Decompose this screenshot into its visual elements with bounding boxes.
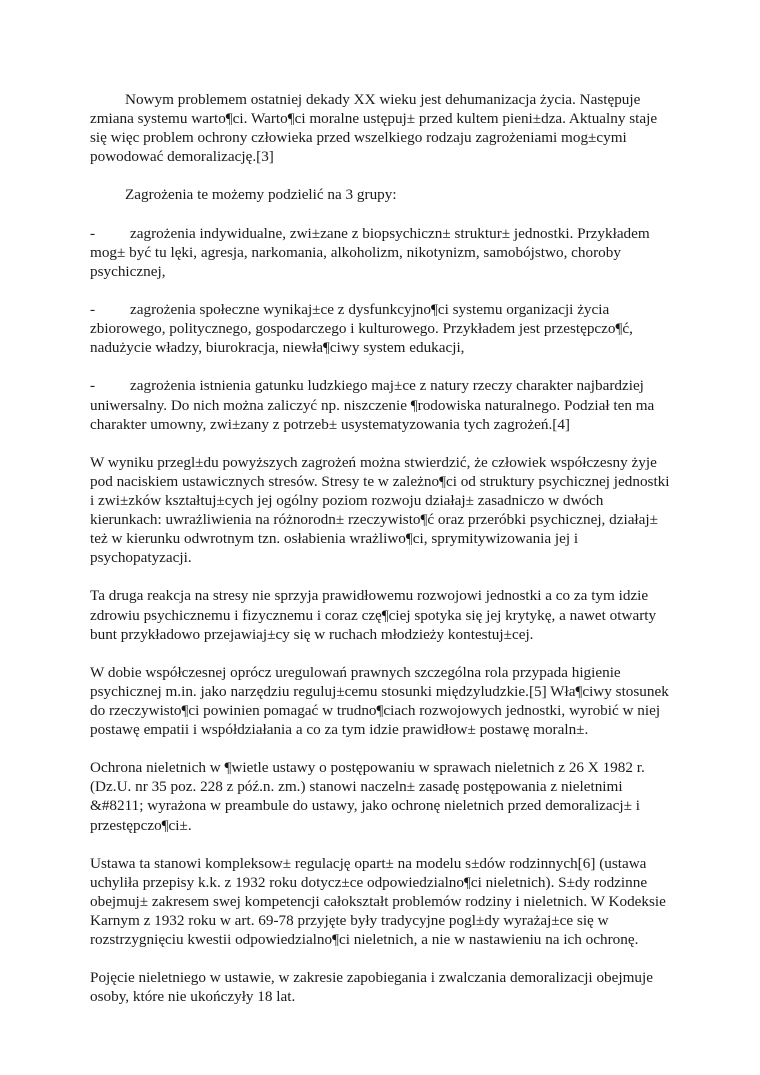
- paragraph-reaction: Ta druga reakcja na stresy nie sprzyja prawidłowemu rozwojowi jednostki a co za tym idzie zdrowiu psychicznemu i fizycznemu i coraz czę¶ciej spotyka się jej krytykę, a nawet otwarty bunt przykładowo przejawiaj±cy się w ruchach młodzieży kontestuj±cej.: [90, 587, 657, 643]
- list-item-text: zagrożenia istnienia gatunku ludzkiego maj±ce z natury rzeczy charakter najbardziej uniwersalny. Do nich można zaliczyć np. niszczenie ¶rodowiska naturalnego. Podział ten ma charakter umowny, zwi±zany z potrzeb± usystematyzowania tych zagrożeń.[4]: [90, 377, 655, 433]
- list-marker: -: [90, 301, 96, 319]
- paragraph-intro: Nowym problemem ostatniej dekady XX wieku jest dehumanizacja życia. Następuje zmiana systemu warto¶ci. Warto¶ci moralne ustępuj± przed kultem pieni±dza. Aktualny staje się więc problem ochrony człowieka przed wszelkiego rodzaju zagrożeniami mog±cymi powodować demoralizację.[3]: [90, 91, 658, 166]
- paragraph-groups-lead: Zagrożenia te możemy podzielić na 3 grupy:: [125, 186, 397, 204]
- paragraph-regulation: Ustawa ta stanowi kompleksow± regulację opart± na modelu s±dów rodzinnych[6] (ustawa uchyliła przepisy k.k. z 1932 roku dotycz±ce odpowiedzialno¶ci nieletnich). S±dy rodzinne obejmuj± zakresem swej kompetencji całokształt problemów rodziny i nieletnich. W Kodeksie Karnym z 1932 roku w art. 69-78 przyjęte były tradycyjne pogl±dy wyrażaj±ce się w rozstrzygnięciu kwestii odpowiedzialno¶ci nieletnich, a nie w nastawieniu na ich ochronę.: [90, 854, 666, 949]
- list-item-text: zagrożenia indywidualne, zwi±zane z biopsychiczn± struktur± jednostki. Przykładem mog± być tu lęki, agresja, narkomania, alkoholizm, nikotynizm, samobójstwo, choroby psychicznej,: [90, 224, 650, 280]
- paragraph-hygiene: W dobie współczesnej oprócz uregulowań prawnych szczególna rola przypada higienie psychicznej m.in. jako narzędziu reguluj±cemu stosunki międzyludzkie.[5] Wła¶ciwy stosunek do rzeczywisto¶ci powinien pomagać w trudno¶ciach rozwojowych jednostki, wyrobić w niej postawę empatii i współdziałania a co za tym idzie prawidłow± postawę moraln±.: [90, 663, 669, 739]
- paragraph-stress: W wyniku przegl±du powyższych zagrożeń można stwierdzić, że człowiek współczesny żyje pod naciskiem ustawicznych stresów. Stresy te w zależno¶ci od struktury psychicznej jednostki i zwi±zków kształtuj±cych jej ogólny poziom rozwoju działaj± zasadniczo w dwóch kierunkach: uwrażliwienia na różnorodn± rzeczywisto¶ć oraz przeróbki psychicznej, działaj± też w kierunku odwrotnym tzn. osłabienia wrażliwo¶ci, sprymitywizowania jej i psychopatyzacji.: [90, 453, 670, 567]
- paragraph-definition: Pojęcie nieletniego w ustawie, w zakresie zapobiegania i zwalczania demoralizacji obejmuje osoby, które nie ukończyły 18 lat.: [90, 969, 653, 1006]
- list-item-social: [90, 300, 675, 357]
- list-item-text: zagrożenia społeczne wynikaj±ce z dysfunkcyjno¶ci systemu organizacji życia zbiorowego, politycznego, gospodarczego i kulturowego. Przykładem jest przestępczo¶ć, nadużycie władzy, biurokracja, niewła¶ciwy system edukacji,: [90, 301, 633, 357]
- list-item-individual: [90, 224, 675, 281]
- paragraph-protection: Ochrona nieletnich w ¶wietle ustawy o postępowaniu w sprawach nieletnich z 26 X 1982 r. (Dz.U. nr 35 poz. 228 z póź.n. zm.) stanowi naczeln± zasadę postępowania z nieletnimi &#8211; wyrażona w preambule do ustawy, jako ochronę nieletnich przed demoralizacj± i przestępczo¶ci±.: [90, 759, 645, 834]
- list-item-species: [90, 376, 675, 433]
- list-marker: -: [90, 377, 96, 395]
- list-marker: -: [90, 224, 96, 242]
